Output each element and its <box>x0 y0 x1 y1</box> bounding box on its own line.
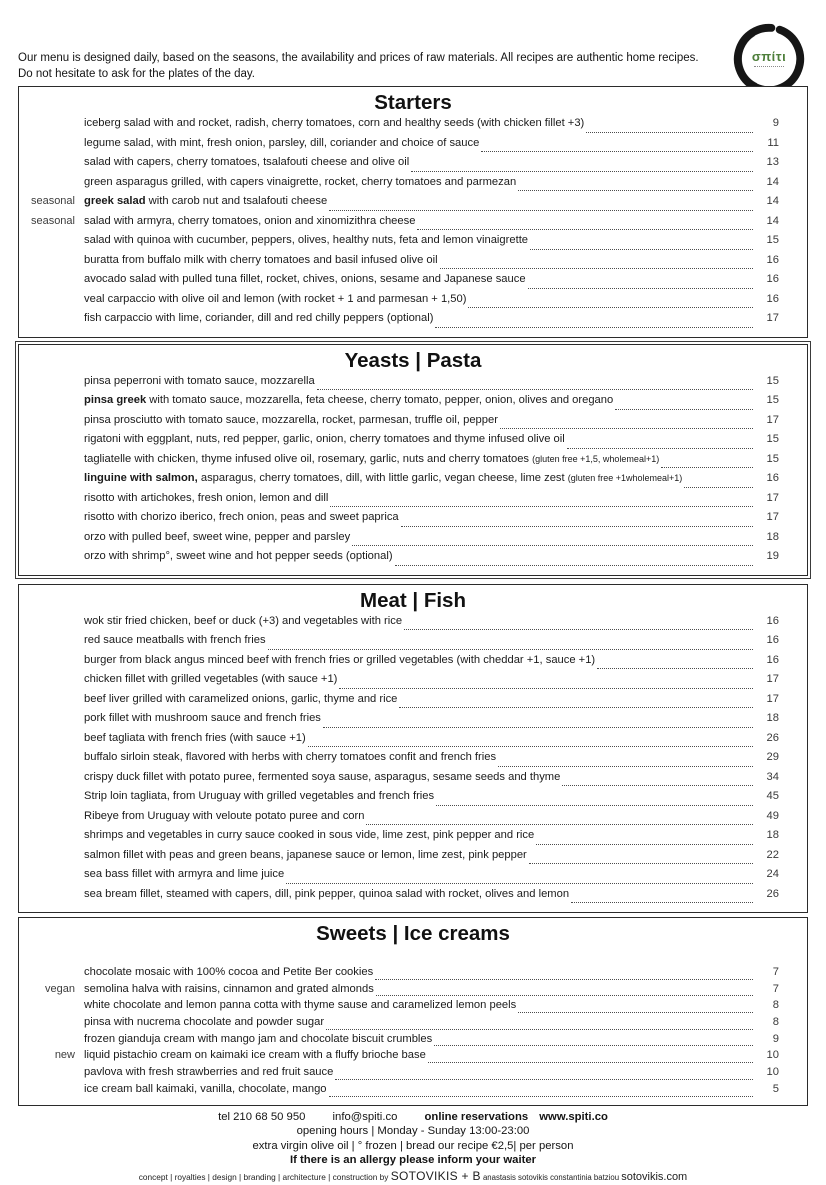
credits-names: anastasis sotovikis constantinia batziou <box>481 1173 621 1182</box>
item-description <box>84 1033 432 1045</box>
item-price: 9 <box>755 117 779 129</box>
dot-leader <box>428 1062 753 1063</box>
item-text: beef liver grilled with caramelized onions, garlic, thyme and rice <box>84 693 397 705</box>
item-description <box>84 732 306 744</box>
item-text: risotto with chorizo iberico, frech onion, peas and sweet paprica <box>84 511 399 523</box>
dot-leader <box>481 151 753 152</box>
credits-prefix: concept | royalties | design | branding | architecture | construction by <box>139 1172 391 1182</box>
dot-leader <box>571 902 753 903</box>
item-description <box>84 433 565 445</box>
item-price: 29 <box>755 751 779 763</box>
item-text: red sauce meatballs with french fries <box>84 634 266 646</box>
item-description <box>84 156 409 168</box>
allergy-notice: If there is an allergy please inform your waiter <box>0 1153 826 1168</box>
item-text: chicken fillet with grilled vegetables (with sauce +1) <box>84 673 337 685</box>
dot-leader <box>567 448 753 449</box>
dot-leader <box>395 565 753 566</box>
credits-line <box>0 1169 826 1185</box>
item-price: 19 <box>755 550 779 562</box>
item-name-bold: linguine with salmon, <box>84 472 198 484</box>
item-text: buffalo sirloin steak, flavored with herbs with cherry tomatoes confit and french fries <box>84 751 496 763</box>
dot-leader <box>562 785 753 786</box>
item-price: 15 <box>755 453 779 465</box>
dot-leader <box>615 409 753 410</box>
item-text: orzo with pulled beef, sweet wine, pepper and parsley <box>84 531 350 543</box>
item-price: 14 <box>755 176 779 188</box>
menu-item-row <box>19 215 807 235</box>
item-note: (gluten free +1wholemeal+1) <box>568 473 683 483</box>
item-price: 15 <box>755 375 779 387</box>
phone-number: tel 210 68 50 950 <box>218 1111 305 1123</box>
section-title: Meat | Fish <box>19 587 807 615</box>
menu-item-row <box>19 849 807 869</box>
item-text: with tomato sauce, mozzarella, feta cheese, cherry tomato, pepper, onion, olives and oregano <box>146 394 613 406</box>
menu-section <box>18 344 808 576</box>
item-tag: vegan <box>19 983 84 995</box>
menu-item-row <box>19 137 807 157</box>
item-text: pinsa with nucrema chocolate and powder sugar <box>84 1016 324 1028</box>
item-description <box>84 375 315 387</box>
intro-line-2: Do not hesitate to ask for the plates of the day. <box>18 66 699 82</box>
menu-item-row <box>19 732 807 752</box>
menu-item-row <box>19 511 807 531</box>
item-text: sea bass fillet with armyra and lime juice <box>84 868 284 880</box>
item-price: 14 <box>755 215 779 227</box>
dot-leader <box>326 1029 753 1030</box>
dot-leader <box>317 389 753 390</box>
item-description <box>84 312 433 324</box>
menu-item-row <box>19 312 807 332</box>
item-description <box>84 472 682 484</box>
item-price: 11 <box>755 137 779 149</box>
item-description <box>84 273 526 285</box>
item-text: ice cream ball kaimaki, vanilla, chocolate, mango <box>84 1083 327 1095</box>
item-text: salad with capers, cherry tomatoes, tsalafouti cheese and olive oil <box>84 156 409 168</box>
dot-leader <box>684 487 753 488</box>
menu-item-row <box>19 1049 807 1066</box>
menu-item-row <box>19 1083 807 1100</box>
item-text: chocolate mosaic with 100% cocoa and Petite Ber cookies <box>84 966 373 978</box>
dot-leader <box>436 805 753 806</box>
item-text: wok stir fried chicken, beef or duck (+3) and vegetables with rice <box>84 615 402 627</box>
menu-item-row <box>19 550 807 570</box>
item-price: 18 <box>755 829 779 841</box>
item-price: 34 <box>755 771 779 783</box>
item-price: 7 <box>755 966 779 978</box>
item-description <box>84 771 560 783</box>
item-price: 15 <box>755 433 779 445</box>
dot-leader <box>352 545 753 546</box>
dot-leader <box>518 190 753 191</box>
item-note: (gluten free +1,5, wholemeal+1) <box>532 454 659 464</box>
menu-item-row <box>19 195 807 215</box>
item-description <box>84 1049 426 1061</box>
menu-item-row <box>19 634 807 654</box>
item-price: 10 <box>755 1049 779 1061</box>
menu-item-row <box>19 433 807 453</box>
item-price: 10 <box>755 1066 779 1078</box>
dot-leader <box>536 844 753 845</box>
dot-leader <box>401 526 753 527</box>
item-description <box>84 1083 327 1095</box>
menu-item-row <box>19 673 807 693</box>
item-price: 9 <box>755 1033 779 1045</box>
item-text: asparagus, cherry tomatoes, dill, with little garlic, vegan cheese, lime zest <box>198 472 568 484</box>
item-text: pork fillet with mushroom sauce and french fries <box>84 712 321 724</box>
item-description <box>84 712 321 724</box>
item-name-bold: pinsa greek <box>84 394 146 406</box>
menu-item-row <box>19 712 807 732</box>
item-price: 7 <box>755 983 779 995</box>
item-text: veal carpaccio with olive oil and lemon (with rocket + 1 and parmesan + 1,50) <box>84 293 466 305</box>
section-title: Yeasts | Pasta <box>19 347 807 375</box>
item-price: 13 <box>755 156 779 168</box>
item-description <box>84 176 516 188</box>
dot-leader <box>528 288 753 289</box>
item-text: rigatoni with eggplant, nuts, red pepper, garlic, onion, cherry tomatoes and thyme infused olive oil <box>84 433 565 445</box>
item-text: salad with quinoa with cucumber, peppers, olives, healthy nuts, feta and lemon vinaigrette <box>84 234 528 246</box>
item-price: 17 <box>755 414 779 426</box>
dot-leader <box>339 688 753 689</box>
item-price: 16 <box>755 654 779 666</box>
page-footer <box>0 1110 826 1185</box>
menu-item-row <box>19 472 807 492</box>
item-price: 17 <box>755 693 779 705</box>
menu-item-row <box>19 394 807 414</box>
item-price: 16 <box>755 634 779 646</box>
item-name-bold: greek salad <box>84 195 146 207</box>
menu-section <box>18 917 808 1106</box>
item-description <box>84 531 350 543</box>
menu-item-row <box>19 117 807 137</box>
menu-item-row <box>19 868 807 888</box>
item-description <box>84 1016 324 1028</box>
item-tag: seasonal <box>19 195 84 207</box>
menu-item-row <box>19 1033 807 1050</box>
item-description <box>84 511 399 523</box>
item-description <box>84 654 595 666</box>
intro-line-1: Our menu is designed daily, based on the seasons, the availability and prices of raw materials. All recipes are authentic home recipes. <box>18 50 699 66</box>
item-text: orzo with shrimp°, sweet wine and hot pepper seeds (optional) <box>84 550 393 562</box>
item-text: frozen gianduja cream with mango jam and chocolate biscuit crumbles <box>84 1033 432 1045</box>
item-price: 17 <box>755 673 779 685</box>
dot-leader <box>530 249 753 250</box>
item-text: beef tagliata with french fries (with sauce +1) <box>84 732 306 744</box>
item-text: buratta from buffalo milk with cherry tomatoes and basil infused olive oil <box>84 254 438 266</box>
dot-leader <box>417 229 753 230</box>
item-text: pinsa peperroni with tomato sauce, mozzarella <box>84 375 315 387</box>
item-text: risotto with artichokes, fresh onion, lemon and dill <box>84 492 328 504</box>
item-description <box>84 453 659 465</box>
item-price: 17 <box>755 492 779 504</box>
menu-section <box>18 584 808 914</box>
menu-sections <box>0 86 826 1106</box>
dot-leader <box>435 327 753 328</box>
menu-item-row <box>19 999 807 1016</box>
section-title: Starters <box>19 89 807 117</box>
dot-leader <box>404 629 753 630</box>
dot-leader <box>366 824 753 825</box>
item-text: salmon fillet with peas and green beans, japanese sauce or lemon, lime zest, pink pepper <box>84 849 527 861</box>
item-price: 16 <box>755 472 779 484</box>
item-price: 16 <box>755 615 779 627</box>
dot-leader <box>286 883 753 884</box>
item-description <box>84 999 516 1011</box>
menu-item-row <box>19 790 807 810</box>
item-description <box>84 394 613 406</box>
item-description <box>84 137 479 149</box>
menu-item-row <box>19 531 807 551</box>
item-price: 5 <box>755 1083 779 1095</box>
item-price: 49 <box>755 810 779 822</box>
menu-section <box>18 86 808 338</box>
item-description <box>84 492 328 504</box>
menu-notes: extra virgin olive oil | ° frozen | bread our recipe €2,5| per person <box>0 1139 826 1154</box>
credits-site: sotovikis.com <box>621 1171 687 1183</box>
dot-leader <box>399 707 753 708</box>
item-description <box>84 810 364 822</box>
item-text: sea bream fillet, steamed with capers, dill, pink pepper, quinoa salad with rocket, olives and lemon <box>84 888 569 900</box>
item-description <box>84 254 438 266</box>
item-text: avocado salad with pulled tuna fillet, rocket, chives, onions, sesame and Japanese sauce <box>84 273 526 285</box>
item-price: 18 <box>755 712 779 724</box>
item-text: Ribeye from Uruguay with veloute potato puree and corn <box>84 810 364 822</box>
website-url: www.spiti.co <box>539 1111 608 1123</box>
item-text: iceberg salad with and rocket, radish, cherry tomatoes, corn and healthy seeds (with chicken fillet +3) <box>84 117 584 129</box>
item-text: white chocolate and lemon panna cotta with thyme sause and caramelized lemon peels <box>84 999 516 1011</box>
dot-leader <box>518 1012 753 1013</box>
page-header <box>0 0 826 86</box>
item-text: with carob nut and tsalafouti cheese <box>146 195 328 207</box>
item-tag: seasonal <box>19 215 84 227</box>
item-price: 17 <box>755 312 779 324</box>
dot-leader <box>329 1096 753 1097</box>
menu-item-row <box>19 829 807 849</box>
item-description <box>84 1066 333 1078</box>
item-price: 17 <box>755 511 779 523</box>
item-description <box>84 829 534 841</box>
item-price: 16 <box>755 254 779 266</box>
menu-item-row <box>19 375 807 395</box>
item-price: 24 <box>755 868 779 880</box>
logo-wordmark: σπίτι <box>752 50 786 63</box>
email-address: info@spiti.co <box>333 1111 398 1123</box>
item-text: burger from black angus minced beef with french fries or grilled vegetables (with cheddar +1, sauce +1) <box>84 654 595 666</box>
item-price: 26 <box>755 888 779 900</box>
item-text: liquid pistachio cream on kaimaki ice cream with a fluffy brioche base <box>84 1049 426 1061</box>
section-title: Sweets | Ice creams <box>19 920 807 948</box>
menu-item-row <box>19 888 807 908</box>
item-text: pavlova with fresh strawberries and red fruit sauce <box>84 1066 333 1078</box>
credits-studio: SOTOVIKIS + B <box>391 1169 481 1183</box>
dot-leader <box>330 506 753 507</box>
contact-line <box>0 1110 826 1125</box>
menu-item-row <box>19 654 807 674</box>
menu-item-row <box>19 254 807 274</box>
item-price: 16 <box>755 273 779 285</box>
dot-leader <box>376 995 753 996</box>
item-text: crispy duck fillet with potato puree, fermented soya sause, asparagus, sesame seeds and thyme <box>84 771 560 783</box>
item-price: 22 <box>755 849 779 861</box>
dot-leader <box>329 210 753 211</box>
item-description <box>84 868 284 880</box>
menu-item-row <box>19 983 807 1000</box>
dot-leader <box>411 171 753 172</box>
opening-hours: opening hours | Monday - Sunday 13:00-23:00 <box>0 1124 826 1139</box>
dot-leader <box>335 1079 753 1080</box>
item-text: shrimps and vegetables in curry sauce cooked in sous vide, lime zest, pink pepper and rice <box>84 829 534 841</box>
dot-leader <box>597 668 753 669</box>
item-description <box>84 195 327 207</box>
item-description <box>84 888 569 900</box>
menu-item-row <box>19 810 807 830</box>
item-text: legume salad, with mint, fresh onion, parsley, dill, coriander and choice of sauce <box>84 137 479 149</box>
item-description <box>84 983 374 995</box>
item-description <box>84 693 397 705</box>
item-description <box>84 751 496 763</box>
dot-leader <box>468 307 753 308</box>
item-price: 14 <box>755 195 779 207</box>
menu-item-row <box>19 234 807 254</box>
dot-leader <box>434 1045 753 1046</box>
item-price: 15 <box>755 234 779 246</box>
dot-leader <box>308 746 753 747</box>
item-description <box>84 634 266 646</box>
item-price: 16 <box>755 293 779 305</box>
menu-item-row <box>19 1066 807 1083</box>
menu-item-row <box>19 453 807 473</box>
item-text: fish carpaccio with lime, coriander, dill and red chilly peppers (optional) <box>84 312 433 324</box>
item-description <box>84 414 498 426</box>
menu-item-row <box>19 414 807 434</box>
item-price: 18 <box>755 531 779 543</box>
item-price: 26 <box>755 732 779 744</box>
item-description <box>84 673 337 685</box>
dot-leader <box>500 428 753 429</box>
menu-item-row <box>19 293 807 313</box>
menu-item-row <box>19 1016 807 1033</box>
item-text: pinsa prosciutto with tomato sauce, mozzarella, rocket, parmesan, truffle oil, pepper <box>84 414 498 426</box>
item-description <box>84 790 434 802</box>
menu-item-row <box>19 156 807 176</box>
dot-leader <box>529 863 753 864</box>
item-description <box>84 550 393 562</box>
item-description <box>84 966 373 978</box>
dot-leader <box>323 727 753 728</box>
dot-leader <box>498 766 753 767</box>
reservations-label: online reservations <box>425 1111 529 1123</box>
item-text: green asparagus grilled, with capers vinaigrette, rocket, cherry tomatoes and parmezan <box>84 176 516 188</box>
item-description <box>84 849 527 861</box>
logo-tagline <box>754 66 784 69</box>
dot-leader <box>268 649 753 650</box>
item-description <box>84 234 528 246</box>
item-description <box>84 293 466 305</box>
dot-leader <box>661 467 753 468</box>
item-price: 8 <box>755 1016 779 1028</box>
menu-item-row <box>19 771 807 791</box>
menu-item-row <box>19 492 807 512</box>
item-description <box>84 117 584 129</box>
menu-item-row <box>19 751 807 771</box>
menu-item-row <box>19 615 807 635</box>
item-description <box>84 615 402 627</box>
item-text: tagliatelle with chicken, thyme infused olive oil, rosemary, garlic, nuts and cherry tomatoes <box>84 453 532 465</box>
menu-item-row <box>19 693 807 713</box>
dot-leader <box>375 979 753 980</box>
menu-item-row <box>19 966 807 983</box>
item-description <box>84 215 415 227</box>
menu-item-row <box>19 176 807 196</box>
intro-text <box>18 50 699 82</box>
item-text: semolina halva with raisins, cinnamon and grated almonds <box>84 983 374 995</box>
item-text: salad with armyra, cherry tomatoes, onion and xinomizithra cheese <box>84 215 415 227</box>
item-price: 15 <box>755 394 779 406</box>
item-price: 45 <box>755 790 779 802</box>
item-price: 8 <box>755 999 779 1011</box>
item-tag: new <box>19 1049 84 1061</box>
item-text: Strip loin tagliata, from Uruguay with grilled vegetables and french fries <box>84 790 434 802</box>
dot-leader <box>440 268 753 269</box>
menu-item-row <box>19 273 807 293</box>
dot-leader <box>586 132 753 133</box>
